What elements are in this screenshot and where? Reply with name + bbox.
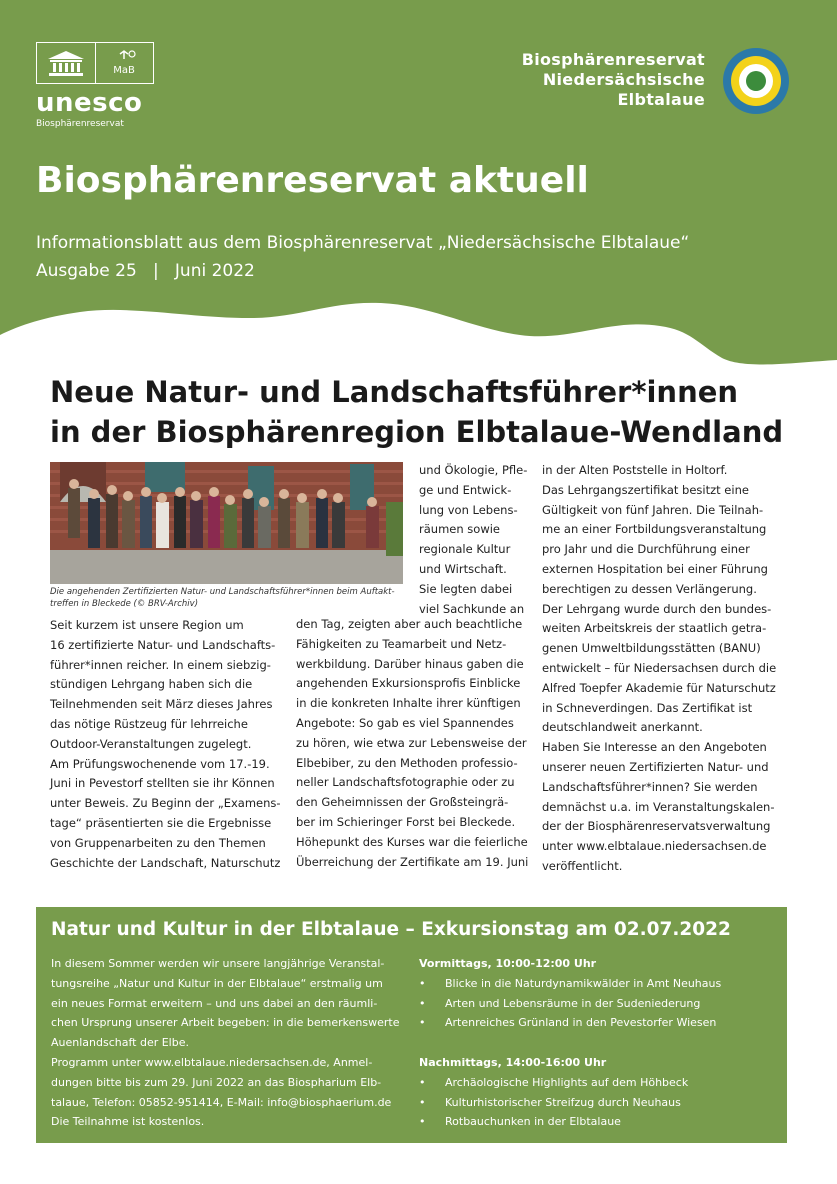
text-line: führer*innen reicher. In einem siebzig- bbox=[50, 657, 271, 672]
text-line: entwickelt – für Niedersachsen durch die bbox=[542, 660, 777, 675]
reserve-name-line: Niedersächsische bbox=[542, 70, 705, 89]
mab-logo-icon bbox=[95, 43, 154, 83]
unesco-logo bbox=[36, 42, 154, 129]
schedule-item bbox=[419, 994, 721, 1014]
text-line: zu hören, wie etwa zur Lebensweise der bbox=[296, 735, 527, 750]
text-line: Landschaftsführer*innen? Sie werden bbox=[542, 779, 758, 794]
unesco-subtitle: Biosphärenreservat bbox=[36, 119, 124, 129]
article-column-1 bbox=[50, 616, 281, 873]
text-line: Der Lehrgang wurde durch den bundes- bbox=[542, 601, 772, 616]
text-line: externen Hospitation bei einer Führung bbox=[542, 561, 768, 576]
issue-line: Ausgabe 25 | Juni 2022 bbox=[36, 261, 255, 281]
text-line: Alfred Toepfer Akademie für Naturschutz bbox=[542, 680, 776, 695]
text-line: von Gruppenarbeiten zu den Themen bbox=[50, 835, 266, 850]
schedule-item-label: Artenreiches Grünland in den Pevestorfer Wiesen bbox=[445, 1016, 717, 1030]
text-line: veröffentlicht. bbox=[542, 858, 623, 873]
excursion-schedule bbox=[419, 954, 721, 1132]
text-line: der der Biosphärenreservatsverwaltung bbox=[542, 819, 771, 834]
text-line: pro Jahr und die Durchführung einer bbox=[542, 542, 750, 557]
text-line: demnächst u.a. im Veranstaltungskalen- bbox=[542, 799, 775, 814]
text-line: Teilnehmenden seit März dieses Jahres bbox=[50, 697, 273, 712]
reserve-name bbox=[522, 50, 705, 110]
text-line: weiten Arbeitskreis der staatlich getra- bbox=[542, 621, 767, 636]
text-line: unter www.elbtalaue.niedersachsen.de bbox=[542, 839, 767, 854]
unesco-wordmark: unesco bbox=[36, 88, 143, 118]
article-title-line: in der Biosphärenregion Elbtalaue-Wendland bbox=[50, 415, 784, 449]
reserve-name-line: Elbtalaue bbox=[617, 90, 705, 109]
text-line: talaue, Telefon: 05852-951414, E-Mail: info@biosphaerium.de bbox=[51, 1095, 392, 1109]
afternoon-heading: Nachmittags, 14:00-16:00 Uhr bbox=[419, 1055, 607, 1069]
text-line: Am Prüfungswochenende vom 17.-19. bbox=[50, 756, 270, 771]
text-line: stündigen Lehrgang haben sich die bbox=[50, 677, 253, 692]
bullet-icon: • bbox=[419, 1115, 426, 1129]
schedule-item-label: Archäologische Highlights auf dem Höhbeck bbox=[445, 1075, 689, 1089]
article-title-line: Neue Natur- und Landschaftsführer*innen bbox=[50, 375, 739, 409]
text-line: viel Sachkunde an bbox=[419, 601, 525, 616]
schedule-item-label: Rotbauchunken in der Elbtalaue bbox=[445, 1115, 621, 1129]
text-line: deutschlandweit anerkannt. bbox=[542, 720, 703, 735]
text-line: den Tag, zeigten aber auch beachtliche bbox=[296, 617, 523, 631]
text-line: den Geheimnissen der Großsteingrä- bbox=[296, 795, 509, 810]
text-line: berechtigen zu dessen Verlängerung. bbox=[542, 581, 757, 596]
article-column-2-top bbox=[419, 461, 527, 619]
text-line: werkbildung. Darüber hinaus gaben die bbox=[296, 656, 524, 671]
bullet-icon: • bbox=[419, 1075, 426, 1089]
photo-caption bbox=[50, 586, 410, 610]
text-line: angehenden Exkursionsprofis Einblicke bbox=[296, 676, 521, 691]
reserve-name-line: Biosphärenreservat bbox=[521, 50, 705, 69]
text-line: in Schneverdingen. Das Zertifikat ist bbox=[542, 700, 753, 715]
schedule-item bbox=[419, 974, 721, 994]
text-line: ge und Entwick- bbox=[419, 482, 512, 497]
text-line: me an einer Fortbildungsveranstaltung bbox=[542, 522, 767, 537]
text-line: und Ökologie, Pfle- bbox=[419, 463, 528, 477]
text-line: Fähigkeiten zu Teamarbeit und Netz- bbox=[296, 636, 507, 651]
excursion-description bbox=[51, 954, 399, 1132]
text-line: unserer neuen Zertifizierten Natur- und bbox=[542, 759, 769, 774]
article-column-2 bbox=[296, 615, 528, 872]
mab-label: MaB bbox=[113, 65, 136, 76]
text-line: Das Lehrgangszertifikat besitzt eine bbox=[542, 482, 749, 497]
bullet-icon: • bbox=[419, 1095, 426, 1109]
bullet-icon: • bbox=[419, 1016, 426, 1030]
page-title: Biosphärenreservat aktuell bbox=[36, 160, 589, 201]
text-line: Auenlandschaft der Elbe. bbox=[51, 1036, 189, 1050]
group-photo bbox=[50, 462, 403, 584]
text-line: Haben Sie Interesse an den Angeboten bbox=[542, 740, 767, 755]
text-line: 16 zertifizierte Natur- und Landschafts- bbox=[50, 637, 276, 652]
excursion-title: Natur und Kultur in der Elbtalaue – Exkursionstag am 02.07.2022 bbox=[51, 919, 731, 940]
text-line: das nötige Rüstzeug für lehrreiche bbox=[50, 716, 248, 731]
text-line: neller Landschaftsfotographie oder zu bbox=[296, 775, 515, 790]
text-line: ein neues Format erweitern – und uns dabei an den räumli- bbox=[51, 996, 378, 1010]
schedule-item bbox=[419, 1093, 721, 1113]
text-line: räumen sowie bbox=[419, 522, 500, 537]
text-line: unter Beweis. Zu Beginn der „Examens- bbox=[50, 796, 281, 811]
text-line: chen Ursprung unserer Arbeit begeben: in die bemerkenswerte bbox=[51, 1016, 400, 1030]
text-line: Sie legten dabei bbox=[419, 581, 513, 596]
text-line: tungsreihe „Natur und Kultur in der Elbtalaue“ erstmalig um bbox=[51, 976, 383, 990]
subtitle-line: Informationsblatt aus dem Biosphärenreservat „Niedersächsische Elbtalaue“ bbox=[36, 233, 690, 253]
bullet-icon: • bbox=[419, 996, 426, 1010]
schedule-item bbox=[419, 1013, 721, 1033]
text-line: Juni in Pevestorf stellten sie ihr Können bbox=[50, 776, 275, 791]
text-line: Überreichung der Zertifikate am 19. Juni bbox=[296, 854, 529, 869]
text-line: lung von Lebens- bbox=[419, 502, 518, 517]
text-line: genen Umweltbildungsstätten (BANU) bbox=[542, 641, 761, 656]
text-line: Die Teilnahme ist kostenlos. bbox=[51, 1115, 205, 1129]
unesco-temple-icon bbox=[37, 43, 95, 83]
text-line: Elbebiber, zu den Methoden professio- bbox=[296, 755, 518, 770]
text-line: dungen bitte bis zum 29. Juni 2022 an das Biospharium Elb- bbox=[51, 1075, 382, 1089]
text-line: Outdoor-Veranstaltungen zugelegt. bbox=[50, 736, 252, 751]
text-line: Programm unter www.elbtalaue.niedersachsen.de, Anmel- bbox=[51, 1055, 373, 1069]
caption-line: treffen in Bleckede (© BRV-Archiv) bbox=[50, 599, 199, 609]
text-line: Gültigkeit von fünf Jahren. Die Teilnah- bbox=[542, 502, 764, 517]
text-line: Angebote: So gab es viel Spannendes bbox=[296, 715, 514, 730]
schedule-item bbox=[419, 1073, 721, 1093]
text-line: und Wirtschaft. bbox=[419, 561, 507, 576]
text-line: regionale Kultur bbox=[419, 542, 511, 557]
page-subtitle bbox=[36, 229, 689, 285]
schedule-item-label: Blicke in die Naturdynamikwälder in Amt Neuhaus bbox=[445, 976, 722, 990]
schedule-item-label: Kulturhistorischer Streifzug durch Neuhaus bbox=[445, 1095, 681, 1109]
text-line: in die konkreten Inhalte ihrer künftigen bbox=[296, 696, 521, 711]
article-column-3 bbox=[542, 461, 776, 877]
text-line: tage“ präsentierten sie die Ergebnisse bbox=[50, 815, 272, 830]
schedule-item bbox=[419, 1112, 721, 1132]
reserve-logo-icon bbox=[722, 47, 790, 115]
text-line: Geschichte der Landschaft, Naturschutz bbox=[50, 855, 281, 870]
text-line: Seit kurzem ist unsere Region um bbox=[50, 618, 244, 632]
caption-line: Die angehenden Zertifizierten Natur- und Landschaftsführer*innen beim Auftakt- bbox=[50, 587, 395, 597]
article-title bbox=[50, 372, 783, 452]
text-line: In diesem Sommer werden wir unsere langjährige Veranstal- bbox=[51, 957, 385, 970]
text-line: ber im Schieringer Forst bei Bleckede. bbox=[296, 814, 516, 829]
text-line: Höhepunkt des Kurses war die feierliche bbox=[296, 834, 528, 849]
excursion-box bbox=[36, 907, 787, 1143]
schedule-item-label: Arten und Lebensräume in der Sudeniederung bbox=[445, 996, 701, 1010]
morning-heading: Vormittags, 10:00-12:00 Uhr bbox=[419, 957, 597, 970]
bullet-icon: • bbox=[419, 976, 426, 990]
text-line: in der Alten Poststelle in Holtorf. bbox=[542, 463, 728, 477]
